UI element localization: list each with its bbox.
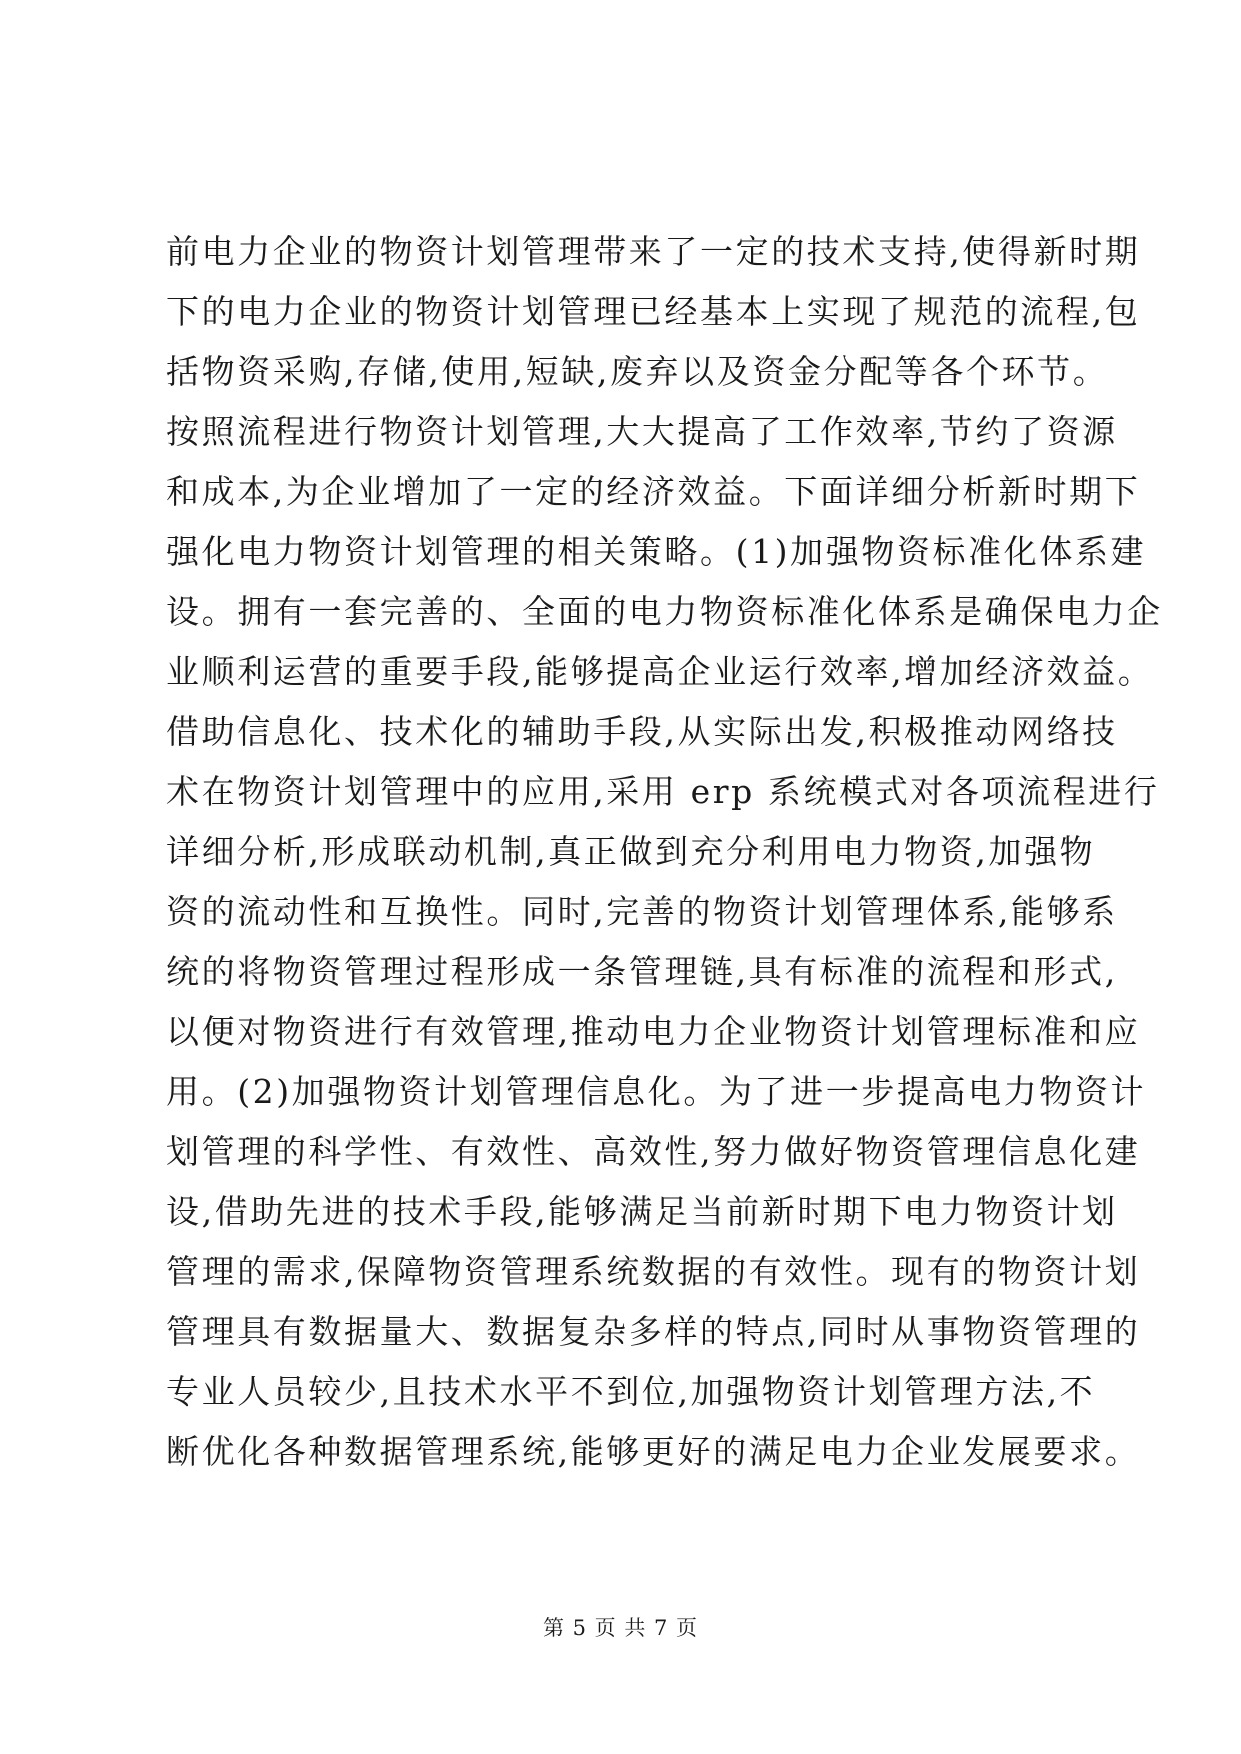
body-text-line: 统的将物资管理过程形成一条管理链,具有标准的流程和形式, [166, 952, 1118, 991]
page-number-footer: 第 5 页 共 7 页 [542, 1616, 699, 1640]
body-text-line: 业顺利运营的重要手段,能够提高企业运行效率,增加经济效益。 [166, 652, 1154, 691]
body-text-line: 断优化各种数据管理系统,能够更好的满足电力企业发展要求。 [166, 1432, 1141, 1471]
body-text-line: 详细分析,形成联动机制,真正做到充分利用电力物资,加强物 [166, 832, 1096, 871]
body-text-line: 借助信息化、技术化的辅助手段,从实际出发,积极推动网络技 [166, 712, 1118, 751]
body-text-line: 管理具有数据量大、数据复杂多样的特点,同时从事物资管理的 [166, 1312, 1141, 1351]
body-text-line: 按照流程进行物资计划管理,大大提高了工作效率,节约了资源 [166, 412, 1118, 451]
body-text-line: 设。拥有一套完善的、全面的电力物资标准化体系是确保电力企 [166, 592, 1163, 631]
body-text-line: 下的电力企业的物资计划管理已经基本上实现了规范的流程,包 [166, 292, 1141, 331]
body-text-line: 设,借助先进的技术手段,能够满足当前新时期下电力物资计划 [166, 1192, 1118, 1231]
body-text-line: 以便对物资进行有效管理,推动电力企业物资计划管理标准和应 [166, 1012, 1141, 1051]
body-text-line: 资的流动性和互换性。同时,完善的物资计划管理体系,能够系 [166, 892, 1118, 931]
body-text-line: 括物资采购,存储,使用,短缺,废弃以及资金分配等各个环节。 [166, 352, 1109, 391]
body-text-line: 专业人员较少,且技术水平不到位,加强物资计划管理方法,不 [166, 1372, 1096, 1411]
body-text-line: 划管理的科学性、有效性、高效性,努力做好物资管理信息化建 [166, 1132, 1141, 1171]
body-text-line: 用。(2)加强物资计划管理信息化。为了进一步提高电力物资计 [166, 1072, 1147, 1111]
body-text-line: 术在物资计划管理中的应用,采用 erp 系统模式对各项流程进行 [166, 772, 1160, 811]
body-text-line: 前电力企业的物资计划管理带来了一定的技术支持,使得新时期 [166, 232, 1141, 271]
body-text-line: 强化电力物资计划管理的相关策略。(1)加强物资标准化体系建 [166, 532, 1147, 571]
document-body [166, 232, 1163, 1492]
body-text-line: 和成本,为企业增加了一定的经济效益。下面详细分析新时期下 [166, 472, 1141, 511]
body-text-line: 管理的需求,保障物资管理系统数据的有效性。现有的物资计划 [166, 1252, 1141, 1291]
